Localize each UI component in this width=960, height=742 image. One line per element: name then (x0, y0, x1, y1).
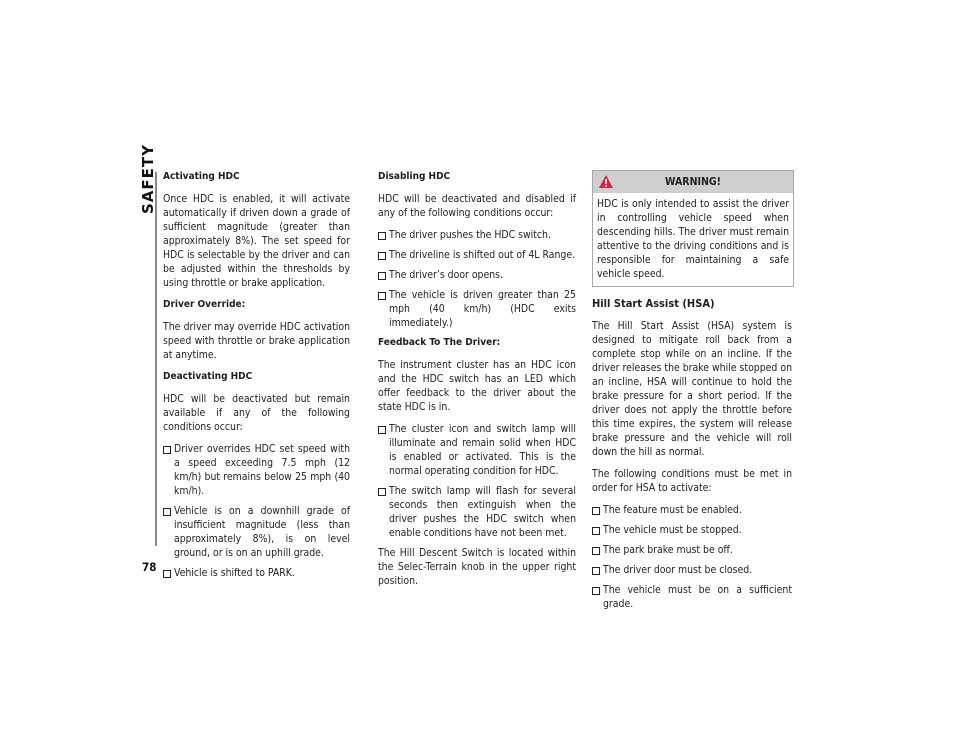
checkbox-bullet-icon (378, 232, 386, 240)
paragraph-hill-start-assist: The Hill Start Assist (HSA) system is designed to mitigate roll back from a complete stop while on an incline. If the driver releases the brake while stopped on an incline, HSA will continue to hold the brake pressure for a short period. If the driver does not apply the throttle before this time expires, the system will release brake pressure and the vehicle will roll down the hill as normal. (592, 320, 792, 458)
list-item (592, 523, 792, 537)
column-1 (163, 170, 350, 586)
paragraph-deactivating-hdc: HDC will be deactivated but remain available if any of the following conditions occur: (163, 393, 350, 433)
list-item (378, 288, 576, 330)
list-item-text: The driver door must be closed. (603, 564, 753, 576)
checkbox-bullet-icon (592, 567, 600, 575)
checkbox-bullet-icon (378, 488, 386, 496)
heading-hill-start-assist: Hill Start Assist (HSA) (592, 297, 715, 310)
list-item (378, 228, 576, 242)
checkbox-bullet-icon (378, 426, 386, 434)
list-item (592, 543, 792, 557)
heading-activating-hdc: Activating HDC (163, 171, 240, 182)
heading-driver-override: Driver Override: (163, 299, 246, 310)
warning-box (592, 170, 794, 287)
list-item (592, 503, 792, 517)
section-divider (155, 172, 157, 546)
list-item (378, 268, 576, 282)
list-item-text: The cluster icon and switch lamp will illuminate and remain solid when HDC is enabled or activated. This is the normal operating condition for HDC. (389, 423, 576, 477)
paragraph-disabling-hdc: HDC will be deactivated and disabled if any of the following conditions occur: (378, 193, 576, 219)
heading-deactivating-hdc: Deactivating HDC (163, 371, 253, 382)
list-item-text: Driver overrides HDC set speed with a speed exceeding 7.5 mph (12 km/h) but remains below 25 mph (40 km/h). (174, 443, 350, 497)
list-item-text: The park brake must be off. (603, 544, 733, 556)
warning-text: HDC is only intended to assist the driver in controlling vehicle speed when descending hills. The driver must remain attentive to the driving conditions and is responsible for maintaining a safe vehicle speed. (597, 198, 789, 280)
checkbox-bullet-icon (378, 272, 386, 280)
list-item (378, 484, 576, 540)
paragraph-hsa-conditions: The following conditions must be met in order for HSA to activate: (592, 468, 792, 494)
checkbox-bullet-icon (592, 507, 600, 515)
checkbox-bullet-icon (378, 252, 386, 260)
warning-triangle-icon (598, 174, 614, 189)
warning-header (593, 171, 793, 193)
paragraph-feedback: The instrument cluster has an HDC icon and the HDC switch has an LED which offer feedback to the driver about the state HDC is in. (378, 359, 576, 413)
list-item (163, 442, 350, 498)
list-item-text: The switch lamp will flash for several seconds then extinguish when the driver pushes the HDC switch when enable conditions have not been met. (389, 485, 576, 539)
section-tab: SAFETY (139, 144, 157, 214)
list-item-text: Vehicle is on a downhill grade of insufficient magnitude (less than approximately 8%), is on level ground, or is on an uphill grade. (174, 505, 350, 559)
list-item-text: Vehicle is shifted to PARK. (174, 567, 295, 579)
column-3 (592, 170, 792, 617)
checkbox-bullet-icon (163, 446, 171, 454)
heading-feedback: Feedback To The Driver: (378, 337, 501, 348)
warning-title: WARNING! (665, 176, 721, 188)
list-item (378, 248, 576, 262)
checkbox-bullet-icon (592, 547, 600, 555)
list-item (163, 566, 350, 580)
list-item-text: The driveline is shifted out of 4L Range. (389, 249, 576, 261)
list-item (163, 504, 350, 560)
list-item-text: The feature must be enabled. (603, 504, 742, 516)
paragraph-driver-override: The driver may override HDC activation speed with throttle or brake application at anytime. (163, 321, 350, 361)
list-item-text: The vehicle is driven greater than 25 mph (40 km/h) (HDC exits immediately.) (389, 289, 576, 329)
page-number: 78 (142, 560, 157, 574)
heading-disabling-hdc: Disabling HDC (378, 171, 451, 182)
column-2 (378, 170, 576, 596)
paragraph-activating-hdc: Once HDC is enabled, it will activate automatically if driven down a grade of sufficient magnitude (greater than approximately 8%). The set speed for HDC is selectable by the driver and can be adjusted within the thresholds by using throttle or brake application. (163, 193, 350, 289)
list-item-text: The vehicle must be on a sufficient grade. (603, 584, 792, 610)
list-item-text: The driver’s door opens. (389, 269, 504, 281)
list-item (592, 583, 792, 611)
checkbox-bullet-icon (378, 292, 386, 300)
checkbox-bullet-icon (592, 587, 600, 595)
list-item-text: The vehicle must be stopped. (603, 524, 742, 536)
list-item-text: The driver pushes the HDC switch. (389, 229, 551, 241)
list-item (592, 563, 792, 577)
checkbox-bullet-icon (163, 570, 171, 578)
checkbox-bullet-icon (163, 508, 171, 516)
paragraph-switch-location: The Hill Descent Switch is located within the Selec-Terrain knob in the upper right position. (378, 547, 576, 587)
list-item (378, 422, 576, 478)
checkbox-bullet-icon (592, 527, 600, 535)
